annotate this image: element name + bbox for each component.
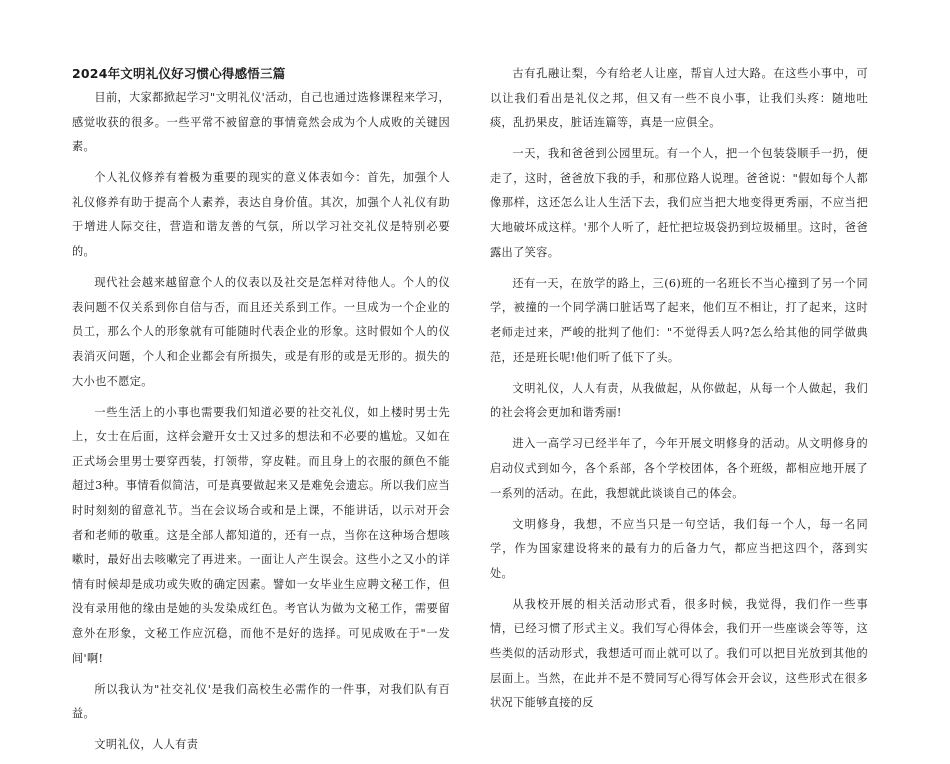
document-title: 2024年文明礼仪好习惯心得感悟三篇 — [72, 66, 286, 81]
paragraph: 个人礼仪修养有着极为重要的现实的意义体表如今：首先，加强个人礼仪修养有助于提高个人素养，表达自身价值。其次，加强个人礼仪有助于增进人际交往，营造和谐友善的气氛，所以学习社交礼仪是特别必要的。 — [72, 171, 450, 259]
paragraph: 还有一天，在放学的路上，三(6)班的一名班长不当心撞到了另一个同学，被撞的一个同学满口脏话骂了起来，他们互不相让，打了起来，这时老师走过来，严峻的批判了他们："不觉得丢人吗?怎么给其他的同学做典范，还是班长呢!他们听了低下了头。 — [490, 276, 868, 364]
left-column — [72, 62, 450, 764]
paragraph: 进入一高学习已经半年了，今年开展文明修身的活动。从文明修身的启动仪式到如今，各个系部，各个学校团体，各个班级，都相应地开展了一系列的活动。在此，我想就此谈谈自己的体会。 — [490, 437, 868, 500]
paragraph: 从我校开展的相关活动形式看，很多时候，我觉得，我们作一些事情，已经习惯了形式主义。我们写心得体会，我们开一些座谈会等等，这些类似的活动形式，我想适可而止就可以了。我们可以把目光放到其他的层面上。当然，在此并不是不赞同写心得写体会开会议，这些形式在很多状况下能够直接的反 — [490, 597, 868, 710]
paragraph: 现代社会越来越留意个人的仪表以及社交是怎样对待他人。个人的仪表问题不仅关系到你自信与否，而且还关系到工作。一旦成为一个企业的员工，那么个人的形象就有可能随时代表企业的形象。这时假如个人的仪表消灭问题，个人和企业都会有所损失，或是有形的或是无形的。损失的大小也不愿定。 — [72, 276, 450, 388]
paragraph: 所以我认为"社交礼仪'是我们高校生必需作的一件事，对我们队有百益。 — [72, 682, 450, 721]
paragraph: 一些生活上的小事也需要我们知道必要的社交礼仪，如上楼时男士先上，女士在后面，这样会避开女士又过多的想法和不必要的尴尬。又如在正式场会里男士要穿西装，打领带，穿皮鞋。而且身上的衣服的颜色不能超过3种。事情看似简洁，可是真要做起来又是难免会遗忘。所以我们应当时时刻刻的留意礼节。当在会议场合或和是上课，不能讲话，以示对开会者和老师的敬重。这是全部人都知道的，还有一点，当你在这种场合想咳嗽时，最好出去咳嗽完了再进来。一面让人产生误会。这些小之又小的详情有时候却是成功或失败的确定因素。譬如一女毕业生应聘文秘工作，但没有录用他的缘由是她的头发染成红色。考官认为做为文秘工作，需要留意外在形象，文秘工作应沉稳，而他不是好的选择。可见成败在于"一发间'啊! — [72, 405, 450, 665]
paragraph: 目前，大家都掀起学习"文明礼仪'活动，自己也通过选修课程来学习，感觉收获的很多。一些平常不被留意的事情竟然会成为个人成败的关键因素。 — [72, 91, 450, 154]
paragraph: 一天，我和爸爸到公园里玩。有一个人，把一个包装袋顺手一扔，便走了，这时，爸爸放下我的手，和那位路人说理。爸爸说："假如每个人都像那样，这还怎么让人生活下去，我们应当把大地变得更秀丽，不应当把大地破坏成这样。'那个人听了，赶忙把垃圾袋扔到垃圾桶里。这时，爸爸露出了笑容。 — [490, 147, 868, 259]
paragraph: 文明礼仪，人人有责 — [94, 738, 199, 752]
paragraph: 古有孔融让梨，今有给老人让座，帮盲人过大路。在这些小事中，可以让我们看出是礼仪之邦，但又有一些不良小事，让我们头疼：随地吐痰，乱扔果皮，脏话连篇等，真是一应俱全。 — [490, 67, 868, 130]
paragraph: 文明修身，我想，不应当只是一句空话，我们每一个人，每一名同学，作为国家建设将来的最有力的后备力气，都应当把这四个，落到实处。 — [490, 517, 868, 580]
right-column — [490, 62, 868, 722]
paragraph: 文明礼仪，人人有责，从我做起，从你做起，从每一个人做起，我们的社会将会更加和谐秀丽! — [490, 381, 868, 420]
